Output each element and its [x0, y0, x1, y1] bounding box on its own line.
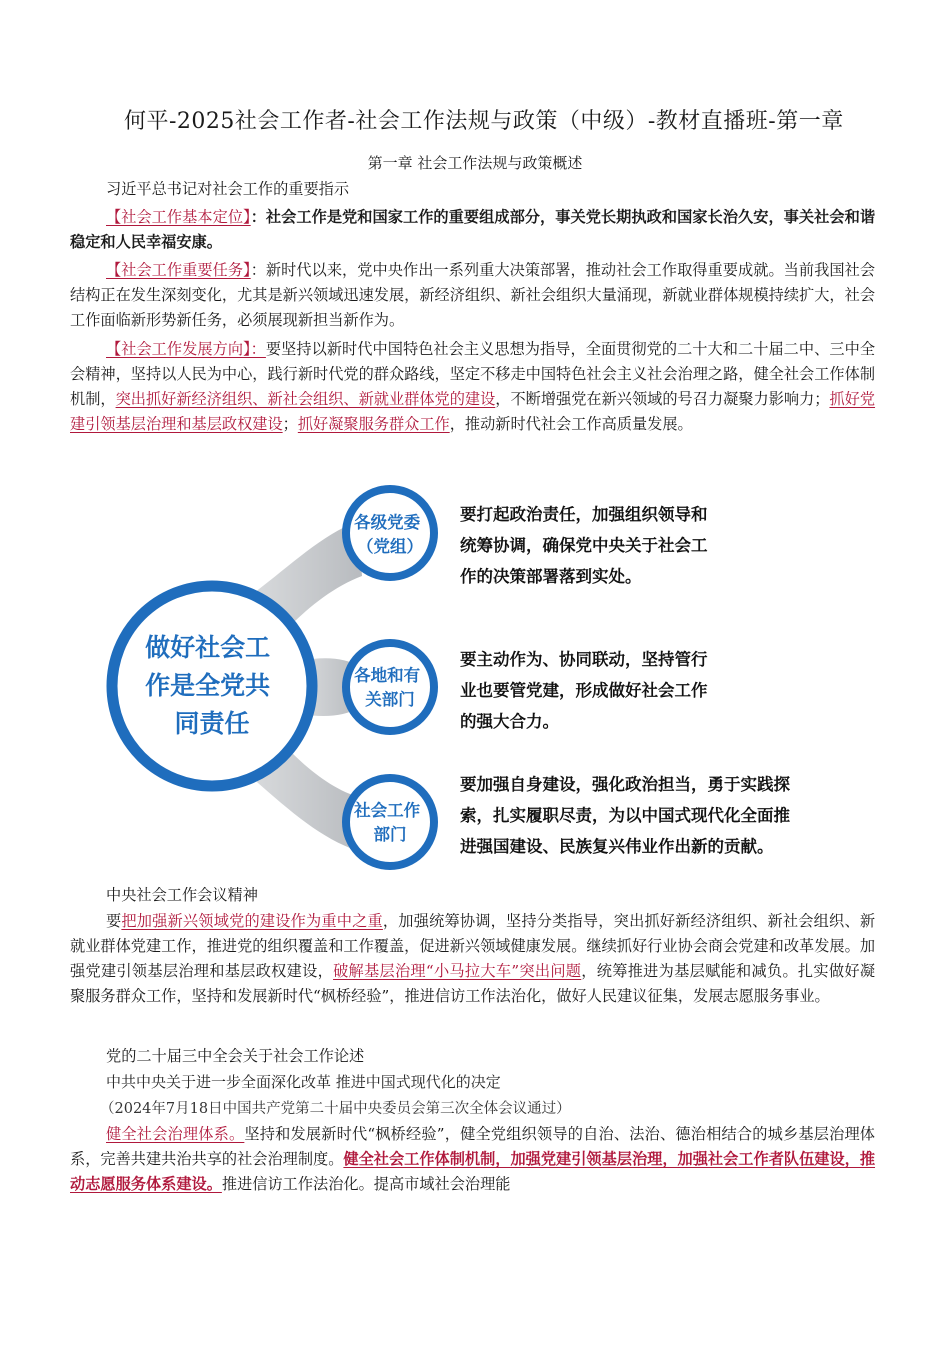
paragraph-text: ，加强统筹协调，坚持分类指导，突出抓好新经济组织、新社会组织、新就业群体党建工作，推进党的组织覆盖和工作覆盖，促进新兴领域健康发展。继续抓好行业协会商会党建和改革发展。加强党建引领基层治理和基层政权建设， [70, 912, 876, 980]
chapter-title: 第一章 社会工作法规与政策概述 [367, 154, 583, 172]
paragraph-text: 要 [106, 912, 122, 930]
node-circle-social-work-dept [346, 778, 434, 866]
node-label-line: （党组） [357, 537, 423, 556]
paragraph-basic-positioning [70, 205, 875, 255]
node-circle-departments [346, 643, 434, 731]
paragraph-development-direction [70, 337, 875, 437]
description-line: 要打起政治责任，加强组织领导和 [460, 505, 708, 524]
description-line: 进强国建设、民族复兴伟业作出新的贡献。 [460, 837, 774, 856]
node-label-line: 社会工作 [354, 801, 421, 820]
document-title: 何平-2025社会工作者-社会工作法规与政策（中级）-教材直播班-第一章 [124, 109, 844, 134]
center-line: 做好社会工 [145, 633, 271, 662]
paragraph-text: ：社会工作是党和国家工作的重要组成部分，事关党长期执政和国家长治久安，事关社会和谐稳定和人民幸福安康。 [70, 208, 876, 251]
node-label-line: 部门 [373, 825, 407, 844]
description-line: 的强大合力。 [460, 712, 559, 731]
section-heading-instructions: 习近平总书记对社会工作的重要指示 [106, 180, 349, 198]
center-line: 同责任 [174, 709, 250, 738]
node-circle-party-committees [346, 489, 434, 577]
paragraph-text: 推进信访工作法治化。提高市域社会治理能 [221, 1175, 511, 1193]
node-label-line: 关部门 [365, 690, 415, 709]
highlight-text: 破解基层治理“小马拉大车”突出问题 [333, 962, 582, 980]
section-heading-central-conference: 中央社会工作会议精神 [106, 886, 258, 904]
description-line: 统筹协调，确保党中央关于社会工 [460, 536, 708, 555]
highlight-text: 突出抓好新经济组织、新社会组织、新就业群体党的建设 [115, 390, 496, 408]
node-label-line: 各级党委 [354, 513, 421, 532]
description-line: 业也要管党建，形成做好社会工作 [460, 681, 708, 700]
paragraph-text: 要坚持以新时代中国特色社会主义思想为指导，全面贯彻党的二十大和二十届二中、三中全会精神，坚持以人民为中心，践行新时代党的群众路线，坚定不移走中国特色社会主义社会治理之路，健全社会工作体制机制， [70, 340, 876, 408]
description-line: 作的决策部署落到实处。 [460, 567, 642, 586]
node-label-line: 各地和有 [354, 666, 421, 685]
adoption-note: （2024年7月18日中国共产党第二十届中央委员会第三次全体会议通过） [100, 1101, 571, 1117]
highlight-text: 把加强新兴领域党的建设作为重中之重 [121, 912, 383, 930]
description-line: 要主动作为、协同联动，坚持管行 [460, 650, 708, 669]
paragraph-text: ； [282, 415, 298, 433]
highlight-text: 抓好党建引领基层治理和基层政权建设 [70, 390, 876, 433]
highlight-text: 抓好凝聚服务群众工作 [297, 415, 450, 433]
paragraph-text: ，不断增强党在新兴领域的号召力凝聚力影响力； [495, 390, 830, 408]
paragraph-text: ：新时代以来，党中央作出一系列重大决策部署，推动社会工作取得重要成就。当前我国社会结构正在发生深刻变化，尤其是新兴领域迅速发展，新经济组织、新社会组织大量涌现，新就业群体规模持续扩大，社会工作面临新形势新任务，必须展现新担当新作为。 [70, 261, 876, 329]
description-line: 索，扎实履职尽责，为以中国式现代化全面推 [460, 806, 790, 825]
highlight-text: 健全社会治理体系。 [106, 1125, 245, 1143]
label-basic-positioning: 【社会工作基本定位】 [106, 208, 251, 226]
highlight-text: 健全社会工作体制机制，加强党建引领基层治理，加强社会工作者队伍建设，推动志愿服务体系建设。 [70, 1150, 876, 1193]
paragraph-text: ，统筹推进为基层赋能和减负。扎实做好凝聚服务群众工作，坚持和发展新时代“枫桥经验”，推进信访工作法治化，做好人民建议征集，发展志愿服务事业。 [70, 962, 876, 1005]
section-heading-third-plenum: 党的二十届三中全会关于社会工作论述 [106, 1047, 365, 1065]
decision-title: 中共中央关于进一步全面深化改革 推进中国式现代化的决定 [106, 1073, 501, 1091]
node-description-social-work-dept [460, 774, 796, 856]
label-development-direction: 【社会工作发展方向】： [106, 340, 266, 358]
paragraph-text: ，推动新时代社会工作高质量发展。 [449, 415, 693, 433]
description-line: 要加强自身建设，强化政治担当，勇于实践探 [460, 775, 790, 794]
paragraph-text: 坚持和发展新时代“枫桥经验”，健全党组织领导的自治、法治、德治相结合的城乡基层治理体系，完善共建共治共享的社会治理制度。 [70, 1125, 875, 1168]
paragraph-central-conference [70, 909, 875, 1009]
label-important-tasks: 【社会工作重要任务】 [106, 261, 251, 279]
node-description-departments [460, 649, 713, 731]
center-line: 作是全党共 [145, 671, 271, 700]
paragraph-governance-system [70, 1122, 875, 1197]
responsibility-diagram [100, 476, 840, 881]
paragraph-important-tasks [70, 258, 875, 333]
node-description-party-committees [460, 504, 713, 586]
